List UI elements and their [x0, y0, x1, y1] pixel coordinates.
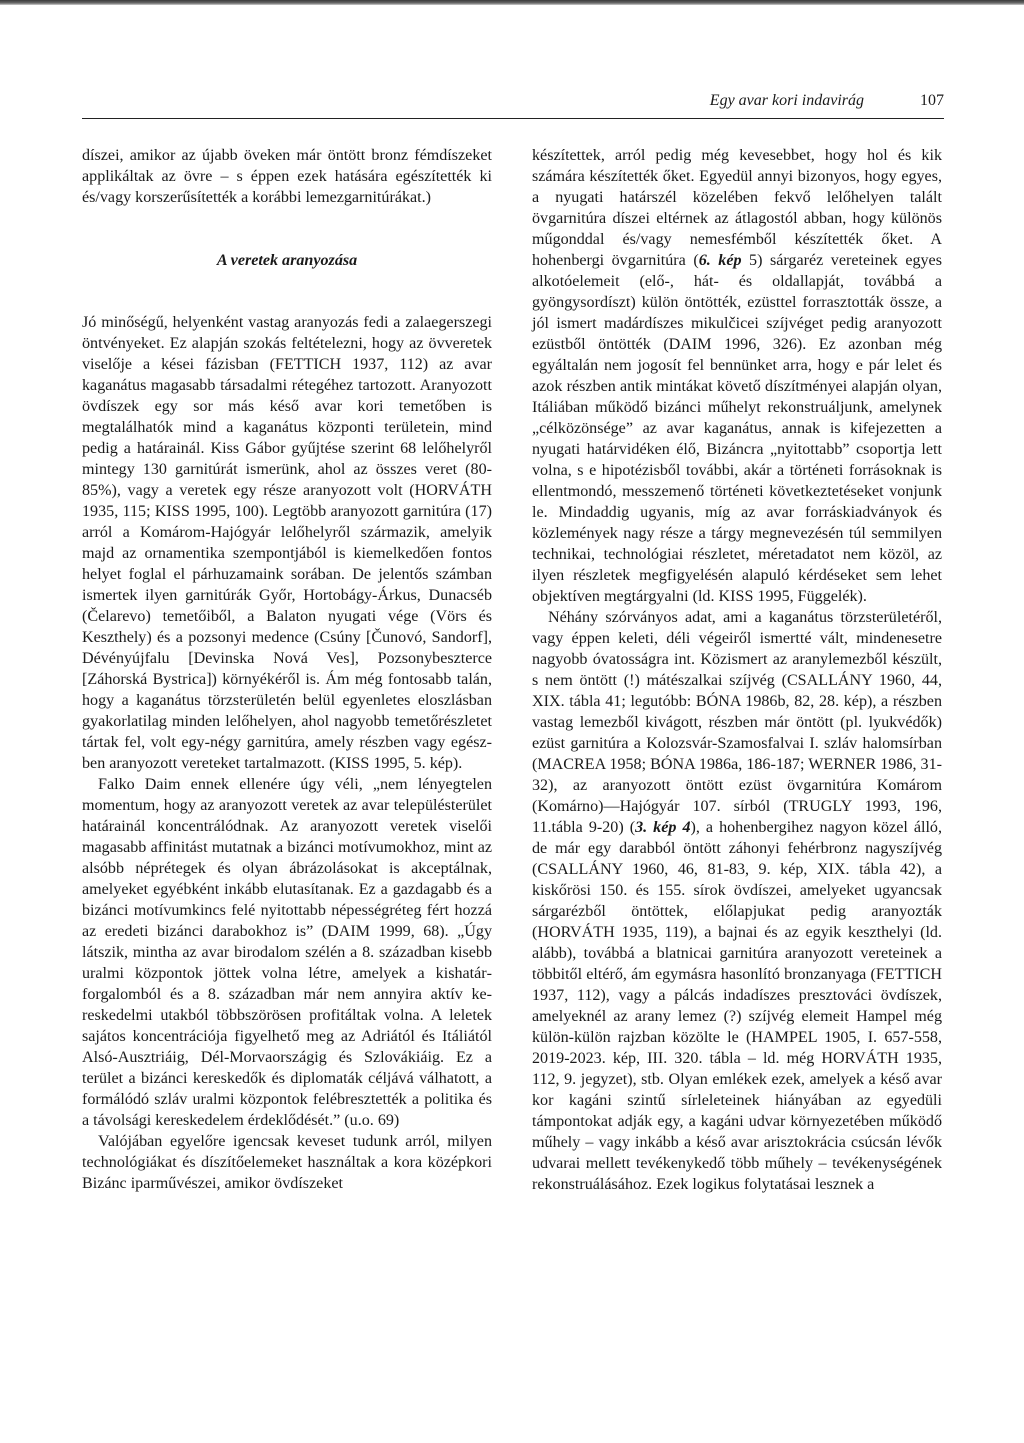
- page-number: 107: [920, 92, 944, 109]
- paragraph: [532, 607, 942, 1195]
- paragraph-continuation: díszei, amikor az újabb öveken már öntött bronz fémdíszeket applikáltak az övre – s éppen ezek hatására egészítették ki és/vagy korszerűsítették a korábbi lemezgarnitúrákat.): [82, 147, 492, 206]
- paragraph: Falko Daim ennek ellenére úgy véli, „nem lényegtelen momentum, hogy az aranyozott veretek az avar településterület határainál koncentrálódnak. Az aranyozott veretek viselői magasabb affinitást mutatnak a bizánci motívumokhoz, mint az alsóbb néprétegek és olyan ábrázolásokat is akceptálnak, amelyeket egyébként inkább elutasítanak. Ez a gazdagabb és a bizánci motívumkincs felé nyitottabb népességréteg fért hozzá az eredeti bizánci darabokhoz is” (DAIM 1999, 68). „Úgy látszik, mintha az avar birodalom szélén a 8. században kisebb uralmi központok jöttek volna létre, amelyek a kishatárforgalomból és a 8. században már nem annyira aktív kereskedelmi utakból többszörösen profitáltak volna. A leletek sajátos koncentrációja figyelhető meg az Adriától és Itáliától Alsó-Ausztriáig, Dél-Morvaországig és Szlovákiáig. Ez a terület a bizánci kereskedők és diplomaták céljává válhatott, a formálódó szláv uralmi központok felébresztették a politika és a távolsági kereskedelem érdeklődését.” (u.o. 69): [82, 776, 492, 1129]
- section-heading: A veretek aranyozása: [216, 252, 358, 269]
- paragraph: Valójában egyelőre igencsak keveset tudunk arról, milyen technológiákat és díszítőelemeket használtak a kora középkori Bizánc iparművészei, amikor övdíszeket: [82, 1133, 492, 1192]
- running-title: Egy avar kori indavirág: [709, 92, 864, 109]
- running-header: [82, 92, 944, 119]
- text-run: Néhány szórványos adat, ami a kaganátus törzsterületéről, vagy éppen keleti, déli végeiről ismertté vált, mindenesetre nagyobb óvatosságra int. Közismert az aranylemezből készült, s nem öntött (!) mátészalkai szíjvég (CSALLÁNY 1960, 44, XIX. tábla 41; legutóbb: BÓNA 1986b, 82, 28. kép), a részben vastag lemezből kivágott, részben már öntött (pl. lyukvédők) ezüst garnitúra a Kolozsvár-Szamosfalvai I. szláv halomsírban (MACREA 1958; BÓNA 1986a, 186-187; WERNER 1986, 31-32), az aranyozott öntött ezüst övgarnitúra Komárom (Komárno)—Hajógyár 107. sírból (TRUGLY 1993, 196, 11.tábla 9-20) (: [532, 609, 942, 836]
- figure-reference: 6. kép: [698, 252, 742, 269]
- left-column: [82, 145, 492, 1194]
- top-scan-border: [0, 0, 1024, 5]
- text-run: ), a hohenbergihez nagyon közel álló, de már egy darabból öntött záhonyi fehérbronz nagyszíjvég (CSALLÁNY 1960, 46, 81-83, 9. kép, XIX. tábla 42), a kiskőrösi 150. és 155. sírok övdíszei, amelyeket ugyancsak sárgarézből öntöttek, előlapjukat pedig aranyozták (HORVÁTH 1935, 119), a bajnai és az egyik keszthelyi (ld. alább), továbbá a blatnicai garnitúra aranyozott vereteinek a többitől eltérő, ám egymásra hasonlító bronzanyaga (FETTICH 1937, 112), vagy a pálcás indadíszes presztováci övdíszek, amelyeknél az arany lemez (?) szíjvég elemeit Hampel még külön-külön rajzban közölte le (HAMPEL 1905, I. 657-558, 2019-2023. kép, III. 320. tábla – ld. még HORVÁTH 1935, 112, 9. jegyzet), stb. Olyan emlékek ezek, amelyek a késő avar kor kagáni szintű sírleleteinek hiányában az egyedüli támpontokat adják egy, a kagáni udvar környezetében működő műhely – vagy inkább a késő avar arisztokrácia csúcsán lévők udvarai mellett tevékenykedő több műhely – tevékenységének rekonstruálásához. Ezek logikus folytatásai lesznek a: [532, 819, 942, 1193]
- paragraph-continuation: [532, 145, 942, 607]
- paragraph: Jó minőségű, helyenként vastag aranyozás fedi a zalaegerszegi öntvényeket. Ez alapján szokás feltételezni, hogy az övveretek viselője a kései fázisban (FETTICH 1937, 112) az avar kaganátus magasabb társadalmi rétegéhez tartozott. Aranyozott övdíszek egy sor más késő avar kori temetőben is megtalálhatók mind a kaganátus központi területein, mind pedig a határainál. Kiss Gábor gyűjtése szerint 68 lelőhelyről mintegy 130 garnitúrát ismerünk, ahol az összes veret (80-85%), vagy a veretek egy része aranyozott volt (HORVÁTH 1935, 115; KISS 1995, 100). Legtöbb aranyozott garnitúra (17) arról a Komárom-Hajógyár lelőhelyről származik, amelyik majd az ornamentika szempontjából is kiemelkedően fontos helyet foglal el párhuzamaink sorában. De jelentős számban ismertek ilyen garnitúrák Győr, Hortobágy-Árkus, Dunacséb (Čelarevo) temetőiből, a Balaton nyugati vége (Vörs és Keszthely) és a pozsonyi medence (Csúny [Čunovó, Sandorf], Dévényújfalu [Devinska Nová Ves], Pozsonybeszterce [Záhorská Bystrica]) környékéről is. Ám még fontosabb talán, hogy a kaganátus törzsterületén belül egyenletes eloszlásban gyakorlatilag minden lelőhelyen, ahol nagyobb temetőrészletet tártak fel, volt egy-négy garnitúra, amely részben vagy egészben aranyozott vereteket tartalmazott. (KISS 1995, 5. kép).: [82, 314, 492, 772]
- right-column: [532, 145, 942, 1195]
- figure-reference: 3. kép 4: [635, 819, 691, 836]
- text-run: 5) sárgaréz vereteinek egyes alkotóelemeit (elő-, hát- és oldallapját, továbbá a gyöngysordíszt) külön öntötték, ezüsttel forrasztották össze, a jól ismert madárdíszes mikulčicei szíjvéget pedig aranyozott ezüstből öntötték (DAIM 1996, 326). Ez azonban még egyáltalán nem jogosít fel bennünket arra, hogy e pár lelet és azok részben antik mintákat követő díszítményei alapján olyan, Itáliában működő bizánci műhelyt rekonstruáljunk, amelynek „célközönsége” az avar kaganátus, annak is kifejezetten a nyugati határvidéken élő, Bizáncra „nyitottabb” csoportja lett volna, s e hipotézisből további, akár a történeti forrásoknak is ellentmondó, messzemenő történeti következtetéseket vonjunk le. Mindaddig ugyanis, míg az avar forráskiadványok és közlemények nagy része a tárgy megnevezésén túl semmilyen technikai, technológiai részletet, méretadatot nem közöl, az ilyen részletek megfigyelésén alapuló kérdéseket sem lehet objektíven megtárgyalni (ld. KISS 1995, Függelék).: [532, 252, 942, 605]
- text-run: készítettek, arról pedig még kevesebbet, hogy hol és kik számára készítették őket. Egyedül annyi bizonyos, hogy egyes, a nyugati határszél közelében fekvő lelőhelyen talált övgarnitúra díszei eltérnek az átlagostól abban, hogy különös műgonddal és/vagy nemesfémből készítették őket. A hohenbergi övgarnitúra (: [532, 147, 942, 269]
